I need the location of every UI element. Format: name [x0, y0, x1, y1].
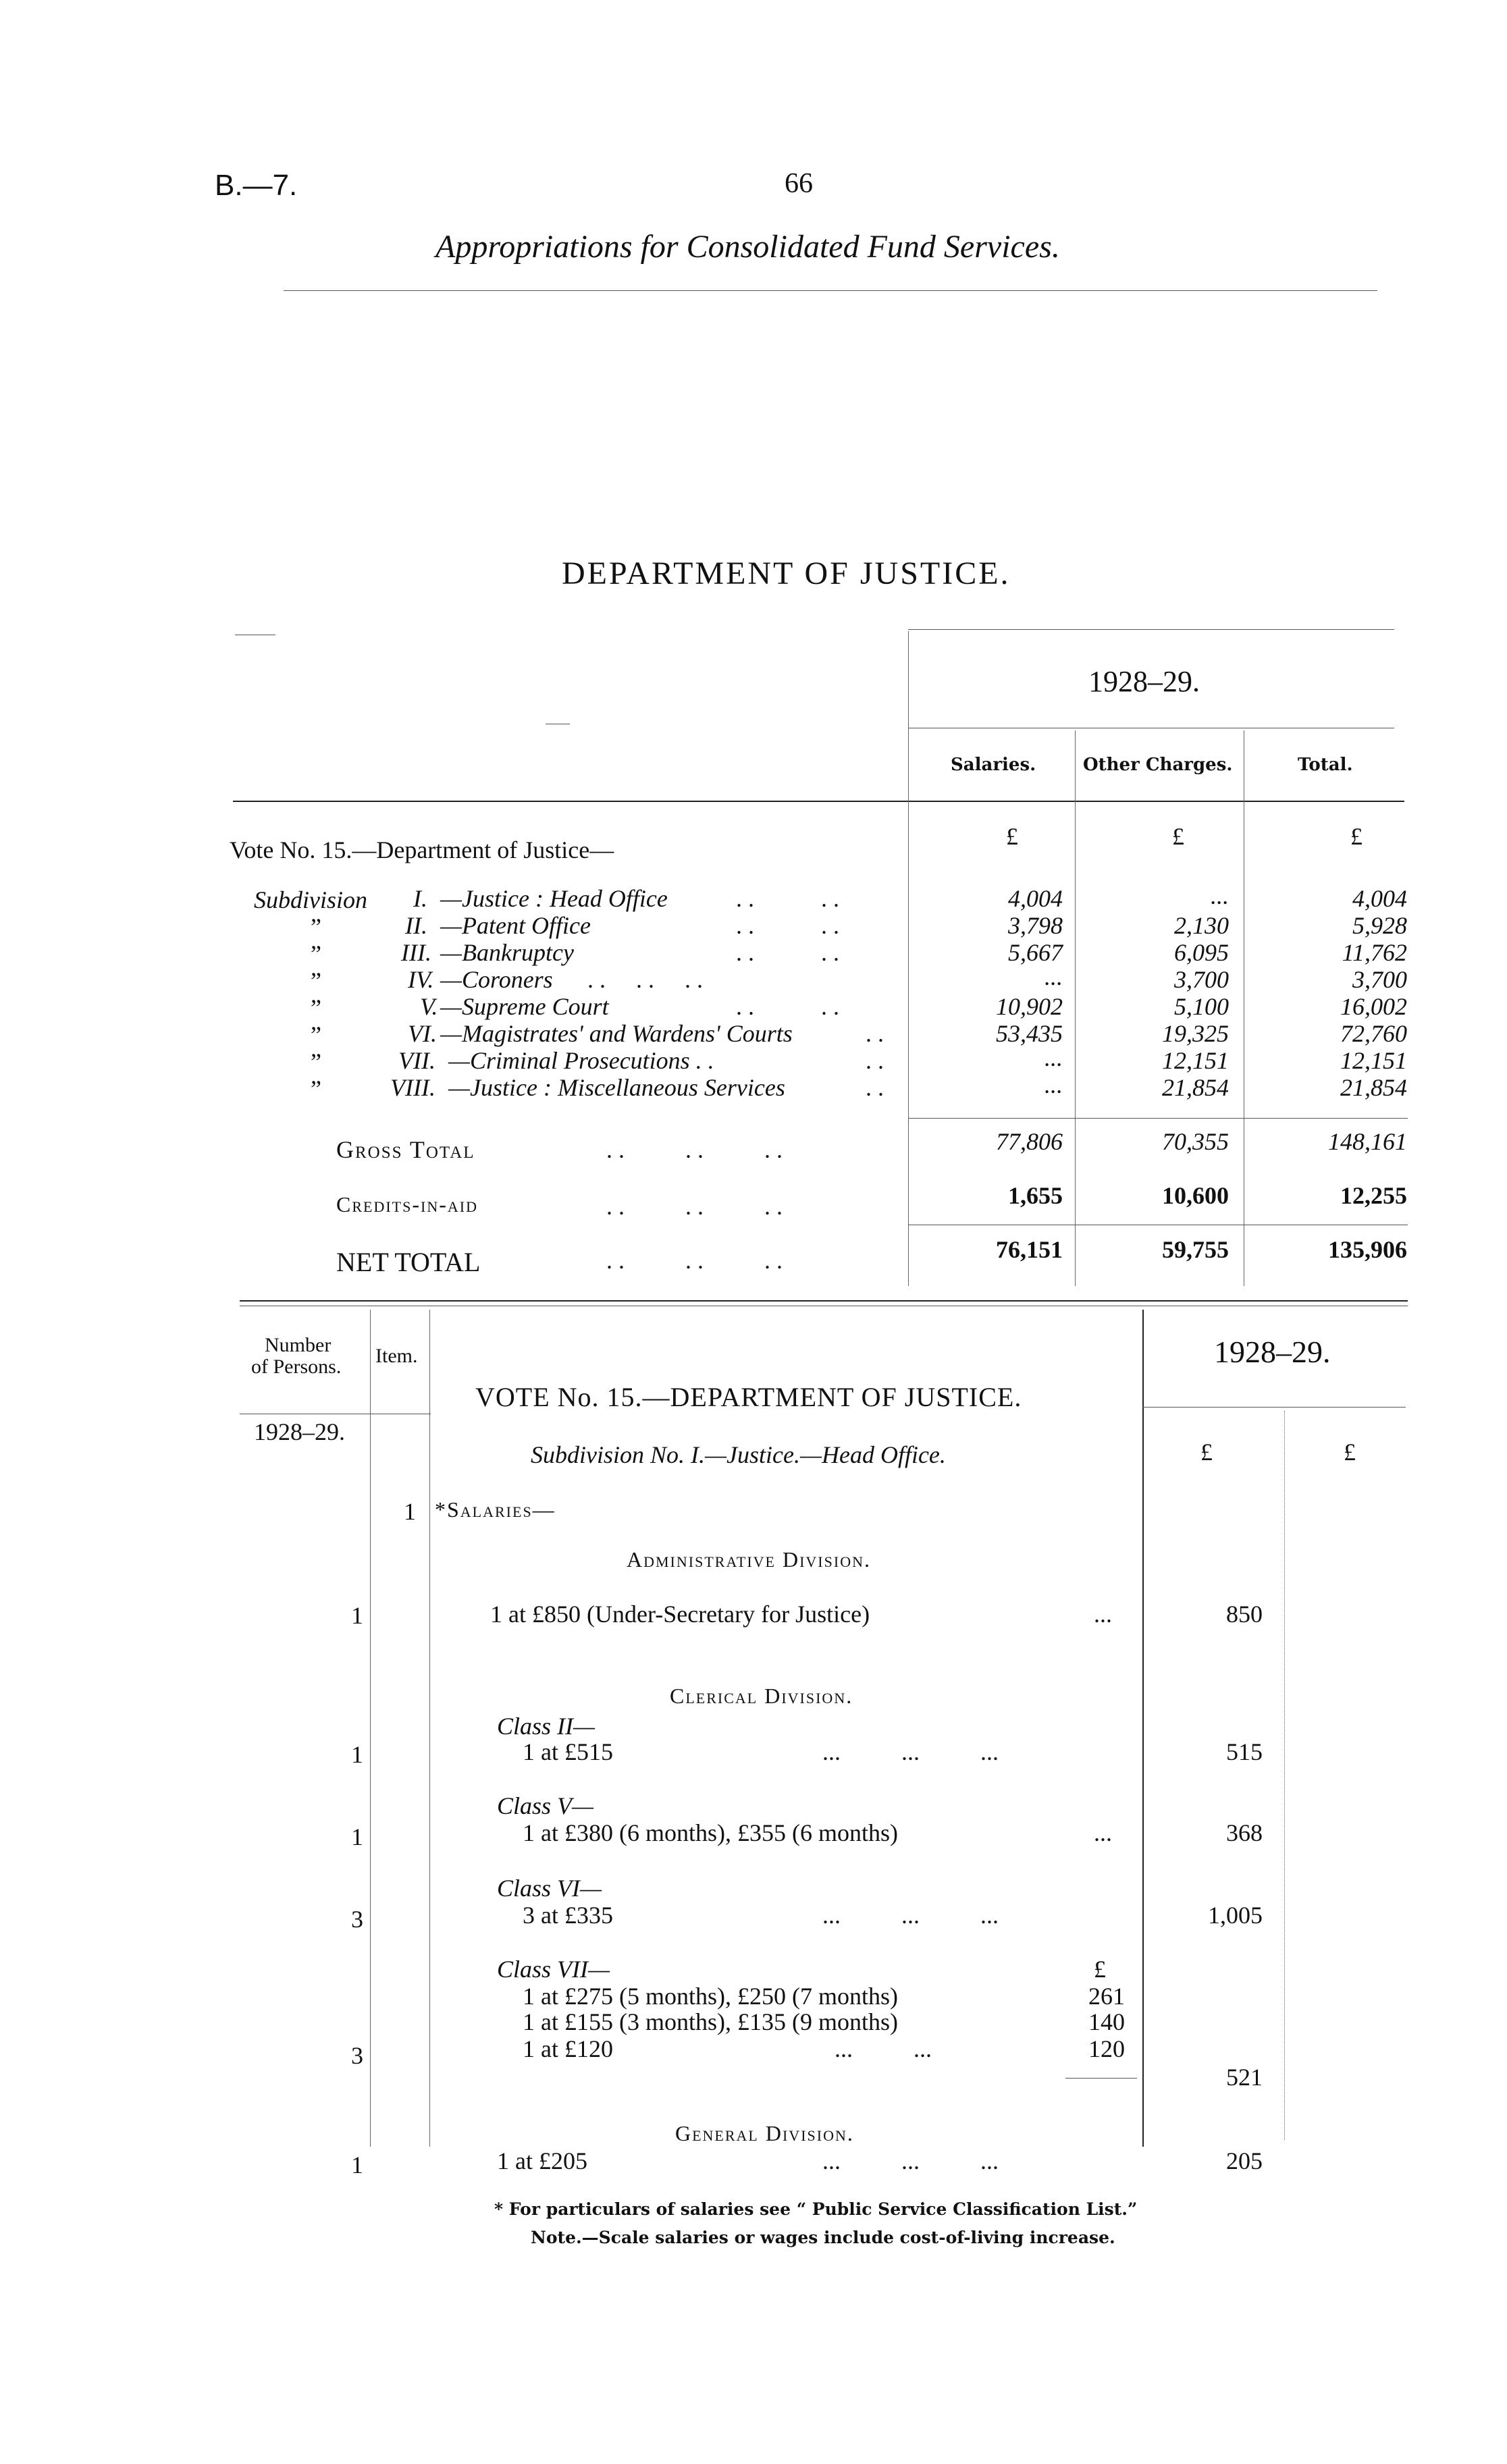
- summary-year: 1928–29.: [1088, 665, 1200, 698]
- footnote-cost-of-living: Note.—Scale salaries or wages include cost-of-living increase.: [531, 2228, 1115, 2247]
- col-header-item: Item.: [375, 1345, 418, 1367]
- gross-total-dots: . . . . . .: [606, 1136, 783, 1163]
- salary-subvalue: 261: [1088, 1983, 1125, 2010]
- subdivision-row-dots: . . . . . .: [587, 966, 703, 993]
- header-rule: [284, 290, 1377, 291]
- class-title: Class II—: [497, 1713, 596, 1740]
- persons-count: 1: [351, 1741, 363, 1768]
- detail-year-persons: 1928–29.: [254, 1418, 345, 1445]
- ditto-mark: ”: [311, 967, 321, 994]
- row-other: 19,325: [1162, 1020, 1229, 1047]
- credits-in-aid-label: Credits-in-aid: [336, 1192, 478, 1216]
- subdivision-row-dots: . . . .: [736, 912, 839, 939]
- detail-vrule-amount-2: [1284, 1411, 1285, 2140]
- ditto-mark: ”: [311, 1075, 321, 1102]
- subdivision-row-label: —Criminal Prosecutions . .: [448, 1047, 714, 1074]
- summary-vrule-2: [1075, 730, 1076, 1286]
- general-division-heading: General Division.: [675, 2121, 854, 2145]
- salary-line: 1 at £850 (Under-Secretary for Justice): [490, 1601, 870, 1628]
- detail-currency-1: £: [1200, 1439, 1213, 1466]
- row-total: 16,002: [1340, 993, 1407, 1020]
- document-reference: B.—7.: [215, 169, 298, 202]
- page-number: 66: [785, 168, 813, 199]
- col-header-total: Total.: [1298, 755, 1353, 775]
- gross-other: 70,355: [1162, 1128, 1229, 1155]
- row-other: 2,130: [1174, 912, 1229, 939]
- summary-vrule-1: [908, 631, 909, 1286]
- row-other: 5,100: [1174, 993, 1229, 1020]
- subdivision-row-label: —Magistrates' and Wardens' Courts: [440, 1020, 793, 1047]
- subdivision-row-num: V.: [420, 993, 438, 1020]
- salary-dots: ...: [1094, 1819, 1112, 1846]
- row-total: 11,762: [1342, 939, 1407, 966]
- persons-count: 1: [351, 2151, 363, 2178]
- row-other: 21,854: [1162, 1074, 1229, 1101]
- class7-sum-rule: [1065, 2078, 1137, 2079]
- salary-dots: ... ... ...: [822, 2147, 999, 2174]
- ditto-mark: ”: [311, 940, 321, 967]
- vote-label: Vote No. 15.—Department of Justice—: [230, 836, 614, 863]
- row-total: 12,151: [1340, 1047, 1407, 1074]
- col-header-persons-line2: of Persons.: [251, 1356, 342, 1378]
- detail-year: 1928–29.: [1214, 1335, 1331, 1369]
- col-header-salaries: Salaries.: [951, 755, 1036, 775]
- net-total-label: NET TOTAL: [336, 1247, 481, 1277]
- row-total: 72,760: [1340, 1020, 1407, 1047]
- row-other: ...: [1211, 882, 1229, 909]
- ditto-mark: ”: [311, 913, 321, 940]
- clerical-division-heading: Clerical Division.: [670, 1684, 853, 1708]
- row-total: 4,004: [1352, 885, 1407, 912]
- net-total: 135,906: [1328, 1236, 1407, 1263]
- credits-other: 10,600: [1162, 1182, 1229, 1209]
- administrative-division-heading: Administrative Division.: [627, 1547, 871, 1572]
- salary-dots: ...: [1094, 1601, 1112, 1628]
- salary-amount: 368: [1226, 1819, 1263, 1846]
- salary-line: 1 at £155 (3 months), £135 (9 months): [523, 2008, 898, 2035]
- persons-count: 3: [351, 1906, 363, 1933]
- net-other: 59,755: [1162, 1236, 1229, 1263]
- subdivision-row-label: —Coroners: [440, 966, 553, 993]
- salary-dots: ... ... ...: [822, 1902, 999, 1929]
- row-salaries: 10,902: [996, 993, 1063, 1020]
- credits-salaries: 1,655: [1008, 1182, 1063, 1209]
- class7-pound: £: [1094, 1956, 1106, 1983]
- salary-amount: 515: [1226, 1738, 1263, 1765]
- detail-vrule-amount: [1142, 1310, 1144, 2147]
- gross-rule: [908, 1118, 1408, 1119]
- detail-year-rule: [1142, 1407, 1406, 1408]
- subdivision-row-num: VIII.: [390, 1074, 435, 1101]
- vote-title: VOTE No. 15.—DEPARTMENT OF JUSTICE.: [475, 1382, 1022, 1412]
- row-other: 12,151: [1162, 1047, 1229, 1074]
- subdivision-row-num: IV.: [408, 966, 434, 993]
- credits-dots: . . . . . .: [606, 1193, 783, 1220]
- salary-amount: 1,005: [1208, 1902, 1263, 1929]
- salary-amount: 850: [1226, 1601, 1263, 1628]
- footnote-salaries: * For particulars of salaries see “ Public Service Classification List.”: [494, 2199, 1138, 2219]
- page-title: Appropriations for Consolidated Fund Services.: [435, 229, 1060, 265]
- ditto-mark: ”: [311, 1048, 321, 1075]
- currency-salaries: £: [1006, 823, 1018, 850]
- salary-line: 1 at £205: [497, 2147, 587, 2174]
- row-salaries: 53,435: [996, 1020, 1063, 1047]
- salary-line: 3 at £335: [523, 1902, 613, 1929]
- subdivision-row-dots: . .: [866, 1047, 884, 1074]
- salary-amount: 205: [1226, 2147, 1263, 2174]
- row-total: 21,854: [1340, 1074, 1407, 1101]
- salary-line: 1 at £380 (6 months), £355 (6 months): [523, 1819, 898, 1846]
- subdivision-row-label: —Bankruptcy: [440, 939, 574, 966]
- currency-other: £: [1172, 823, 1184, 850]
- department-title: DEPARTMENT OF JUSTICE.: [562, 556, 1011, 591]
- col-header-persons-line1: Number: [265, 1334, 332, 1356]
- col-header-other-charges: Other Charges.: [1083, 755, 1233, 775]
- subdivision-row-dots: . . . .: [736, 939, 839, 966]
- salary-dots: ... ...: [835, 2035, 932, 2062]
- class-title: Class V—: [497, 1792, 594, 1819]
- subdivision-row-label: —Supreme Court: [440, 993, 609, 1020]
- row-total: 5,928: [1352, 912, 1407, 939]
- row-total: 3,700: [1352, 966, 1407, 993]
- subdivision-row-num: VII.: [398, 1047, 435, 1074]
- summary-top-rule: [908, 629, 1394, 630]
- ditto-mark: ”: [311, 1021, 321, 1048]
- class-title: Class VI—: [497, 1875, 602, 1902]
- row-salaries: 4,004: [1008, 885, 1063, 912]
- subdivision-row-label: —Justice : Head Office: [440, 885, 668, 912]
- net-salaries: 76,151: [996, 1236, 1063, 1263]
- salary-amount: 521: [1226, 2064, 1263, 2091]
- item-number: 1: [404, 1498, 416, 1525]
- ditto-mark: ”: [311, 994, 321, 1021]
- row-other: 3,700: [1174, 966, 1229, 993]
- persons-count: 1: [351, 1602, 363, 1629]
- subdivision-title: Subdivision No. I.—Justice.—Head Office.: [531, 1441, 946, 1468]
- row-salaries: ...: [1045, 1071, 1063, 1098]
- detail-vrule-item: [429, 1310, 430, 2147]
- subdivision-row-num: II.: [405, 912, 427, 939]
- subdivision-row-dots: . .: [866, 1074, 884, 1101]
- gross-total: 148,161: [1328, 1128, 1407, 1155]
- row-salaries: ...: [1045, 1044, 1063, 1071]
- gross-salaries: 77,806: [996, 1128, 1063, 1155]
- row-salaries: 3,798: [1008, 912, 1063, 939]
- summary-header-rule: [233, 801, 1404, 802]
- currency-total: £: [1350, 823, 1363, 850]
- gross-total-label: Gross Total: [336, 1136, 475, 1163]
- persons-count: 1: [351, 1823, 363, 1850]
- salaries-heading: *Salaries—: [435, 1497, 556, 1522]
- detail-vrule-persons: [370, 1310, 371, 2147]
- salary-dots: ... ... ...: [822, 1738, 999, 1765]
- salary-line: 1 at £515: [523, 1738, 613, 1765]
- net-total-dots: . . . . . .: [606, 1247, 783, 1274]
- salary-line: 1 at £120: [523, 2035, 613, 2062]
- subdivision-row-num: VI.: [408, 1020, 437, 1047]
- credits-total: 12,255: [1340, 1182, 1407, 1209]
- salary-subvalue: 140: [1088, 2008, 1125, 2035]
- subdivision-row-num: I.: [413, 885, 427, 912]
- subdivision-row-dots: . . . .: [736, 885, 839, 912]
- row-salaries: ...: [1045, 963, 1063, 990]
- subdivision-row-dots: . .: [866, 1020, 884, 1047]
- class-title: Class VII—: [497, 1956, 610, 1983]
- subdivision-word: Subdivision: [254, 886, 367, 913]
- subdivision-row-label: —Justice : Miscellaneous Services: [448, 1074, 785, 1101]
- persons-count: 3: [351, 2042, 363, 2069]
- row-other: 6,095: [1174, 939, 1229, 966]
- row-salaries: 5,667: [1008, 939, 1063, 966]
- salary-line: 1 at £275 (5 months), £250 (7 months): [523, 1983, 898, 2010]
- detail-currency-2: £: [1344, 1439, 1356, 1466]
- subdivision-row-num: III.: [401, 939, 431, 966]
- summary-bottom-rule: [240, 1300, 1408, 1302]
- subdivision-row-label: —Patent Office: [440, 912, 591, 939]
- subdivision-row-dots: . . . .: [736, 993, 839, 1020]
- salary-subvalue: 120: [1088, 2035, 1125, 2062]
